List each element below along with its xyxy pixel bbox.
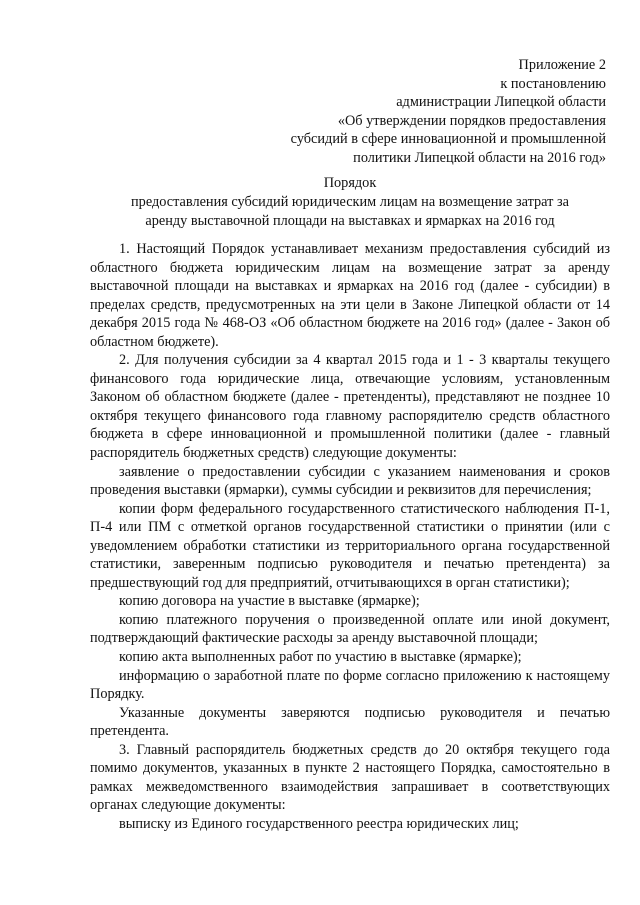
document-title: Порядок	[323, 175, 377, 191]
list-item: выписку из Единого государственного реестра юридических лиц;	[119, 815, 519, 832]
list-item: заявление о предоставлении субсидии с указанием наименования и сроков проведения выставки (ярмарки), суммы субсидии и реквизитов для перечисления;	[90, 463, 610, 499]
annex-line: субсидий в сфере инновационной и промышленной	[290, 131, 606, 148]
list-item: копии форм федерального государственного статистического наблюдения П-1, П-4 или ПМ с отметкой органов государственной статистики о принятии (или с уведомлением обработки статистики из территориального органа государственной статистики, заверенным подписью руководителя и печатью претендента) за предшествующий год для предприятий, отчитывающихся в орган статистики);	[90, 500, 610, 591]
paragraph-3: 3. Главный распорядитель бюджетных средств до 20 октября текущего года помимо документов, указанных в пункте 2 настоящего Порядка, самостоятельно в рамках межведомственного взаимодействия запрашивает в соответствующих органах следующие документы:	[90, 741, 610, 814]
paragraph-note: Указанные документы заверяются подписью руководителя и печатью претендента.	[90, 704, 610, 740]
annex-line: «Об утверждении порядков предоставления	[337, 112, 606, 129]
annex-line: администрации Липецкой области	[396, 94, 606, 111]
document-subtitle: предоставления субсидий юридическим лицам на возмещение затрат за аренду выставочной площади на выставках и ярмарках на 2016 год	[131, 194, 569, 229]
paragraph-1: 1. Настоящий Порядок устанавливает механизм предоставления субсидий из областного бюджета юридическим лицам на возмещение затрат за аренду выставочной площади на выставках и ярмарках на 2016 год (далее - субсидии) в пределах средств, предусмотренных на эти цели в Законе Липецкой области от 14 декабря 2015 года № 468-ОЗ «Об областном бюджете на 2016 год» (далее - Закон об областном бюджете).	[90, 241, 610, 350]
document-body	[90, 240, 610, 834]
list-item: копию платежного поручения о произведенной оплате или иной документ, подтверждающий фактические расходы за аренду выставочной площади;	[90, 611, 610, 647]
list-item: копию акта выполненных работ по участию в выставке (ярмарке);	[119, 649, 522, 666]
annex-line: к постановлению	[500, 75, 606, 92]
annex-line: Приложение 2	[518, 57, 606, 73]
paragraph-2: 2. Для получения субсидии за 4 квартал 2015 года и 1 - 3 кварталы текущего финансового года юридические лица, отвечающие условиям, установленным Законом об областном бюджете (далее - претенденты), представляют не позднее 10 октября текущего финансового года главному распорядителю средств областного бюджета в сфере инновационной и промышленной политики (далее - главный распорядитель бюджетных средств) следующие документы:	[90, 352, 610, 462]
annex-header	[291, 56, 606, 168]
list-item: копию договора на участие в выставке (ярмарке);	[119, 593, 420, 610]
annex-line: политики Липецкой области на 2016 год»	[353, 149, 606, 166]
list-item: информацию о заработной плате по форме согласно приложению к настоящему Порядку.	[90, 667, 610, 703]
